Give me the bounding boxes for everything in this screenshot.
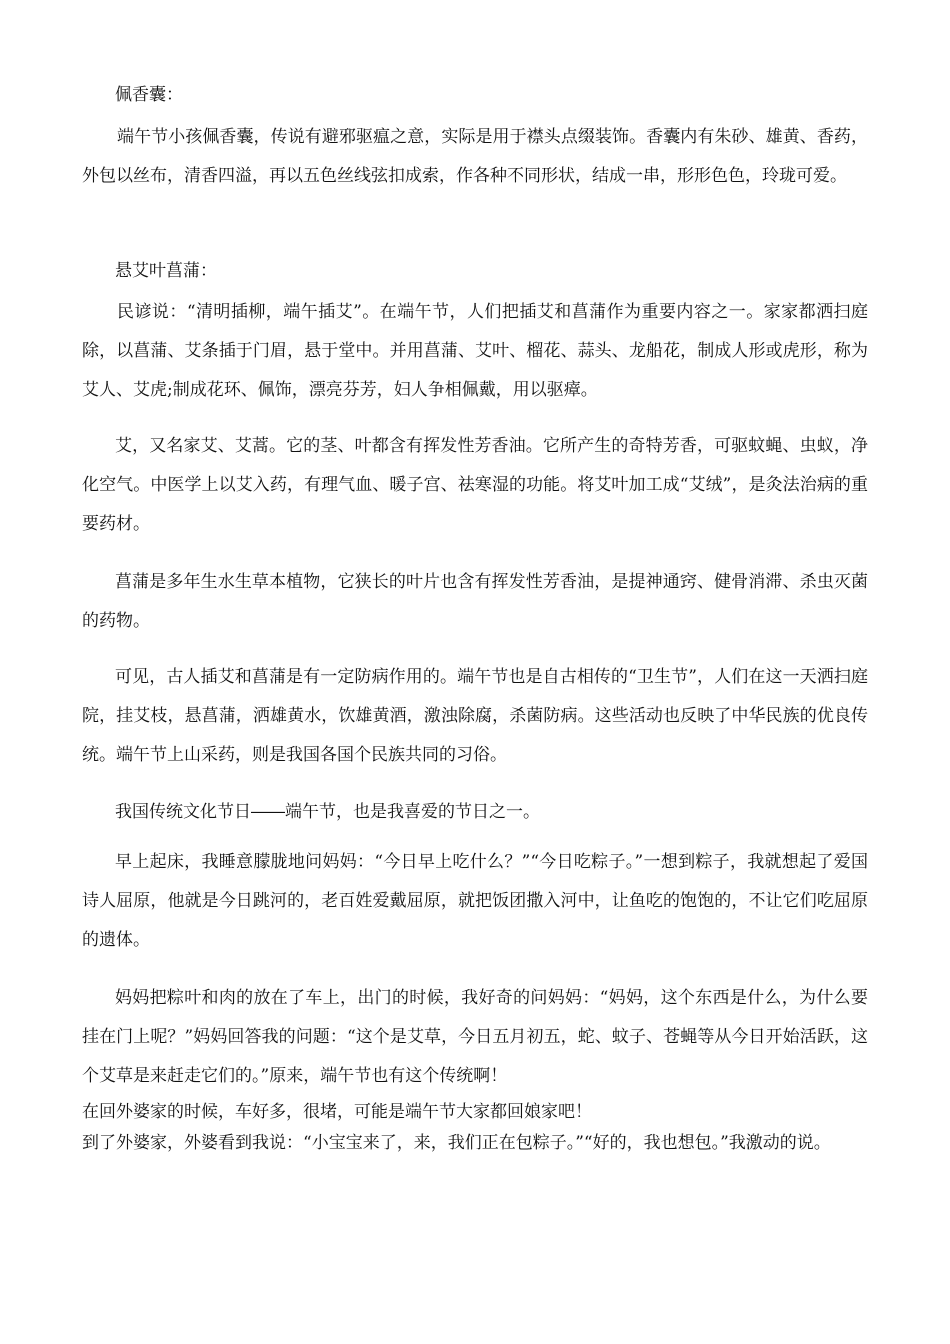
paragraph-traffic: 在回外婆家的时候，车好多，很堵，可能是端午节大家都回娘家吧！ [82,1102,592,1122]
section-heading-sachet: 佩香囊： [115,85,183,105]
paragraph-favorite-festival: 我国传统文化节日――端午节，也是我喜爱的节日之一。 [115,802,540,822]
paragraph-mugwort-description: 艾，又名家艾、艾蒿。它的茎、叶都含有挥发性芳香油。它所产生的奇特芳香，可驱蚊蝇、虫蚁，净化空气。中医学上以艾入药，有理气血、暖子宫、祛寒湿的功能。将艾叶加工成“艾绒”，是灸法治病的重要药材。 [82,436,868,534]
paragraph-hygiene-festival: 可见，古人插艾和菖蒲是有一定防病作用的。端午节也是自古相传的“卫生节”，人们在这一天洒扫庭院，挂艾枝，悬菖蒲，洒雄黄水，饮雄黄酒，激浊除腐，杀菌防病。这些活动也反映了中华民族的优良传统。端午节上山采药，则是我国各国个民族共同的习俗。 [82,667,868,765]
section-heading-mugwort: 悬艾叶菖蒲： [115,261,217,281]
paragraph-morning-zongzi: 早上起床，我睡意朦胧地问妈妈：“今日早上吃什么？”“今日吃粽子。”一想到粽子，我就想起了爱国诗人屈原，他就是今日跳河的，老百姓爱戴屈原，就把饭团撒入河中，让鱼吃的饱饱的，不让它们吃屈原的遗体。 [82,852,868,950]
paragraph-mugwort-door: 妈妈把粽叶和肉的放在了车上，出门的时候，我好奇的问妈妈：“妈妈，这个东西是什么，为什么要挂在门上呢？”妈妈回答我的问题：“这个是艾草，今日五月初五，蛇、蚊子、苍蝇等从今日开始活跃，这个艾草是来赶走它们的。”原来，端午节也有这个传统啊！ [82,988,868,1086]
section-body-sachet: 端午节小孩佩香囊，传说有避邪驱瘟之意，实际是用于襟头点缀装饰。香囊内有朱砂、雄黄、香药，外包以丝布，清香四溢，再以五色丝线弦扣成索，作各种不同形状，结成一串，形形色色，玲珑可爱。 [82,127,868,186]
section-body-mugwort: 民谚说：“清明插柳，端午插艾”。在端午节，人们把插艾和菖蒲作为重要内容之一。家家都洒扫庭除，以菖蒲、艾条插于门眉，悬于堂中。并用菖蒲、艾叶、榴花、蒜头、龙船花，制成人形或虎形，称为艾人、艾虎;制成花环、佩饰，漂亮芬芳，妇人争相佩戴，用以驱瘴。 [82,302,868,400]
paragraph-calamus-description: 菖蒲是多年生水生草本植物，它狭长的叶片也含有挥发性芳香油，是提神通窍、健骨消滞、杀虫灭菌的药物。 [82,572,868,631]
paragraph-grandma-house: 到了外婆家，外婆看到我说：“小宝宝来了，来，我们正在包粽子。”“好的，我也想包。”我激动的说。 [82,1133,831,1153]
